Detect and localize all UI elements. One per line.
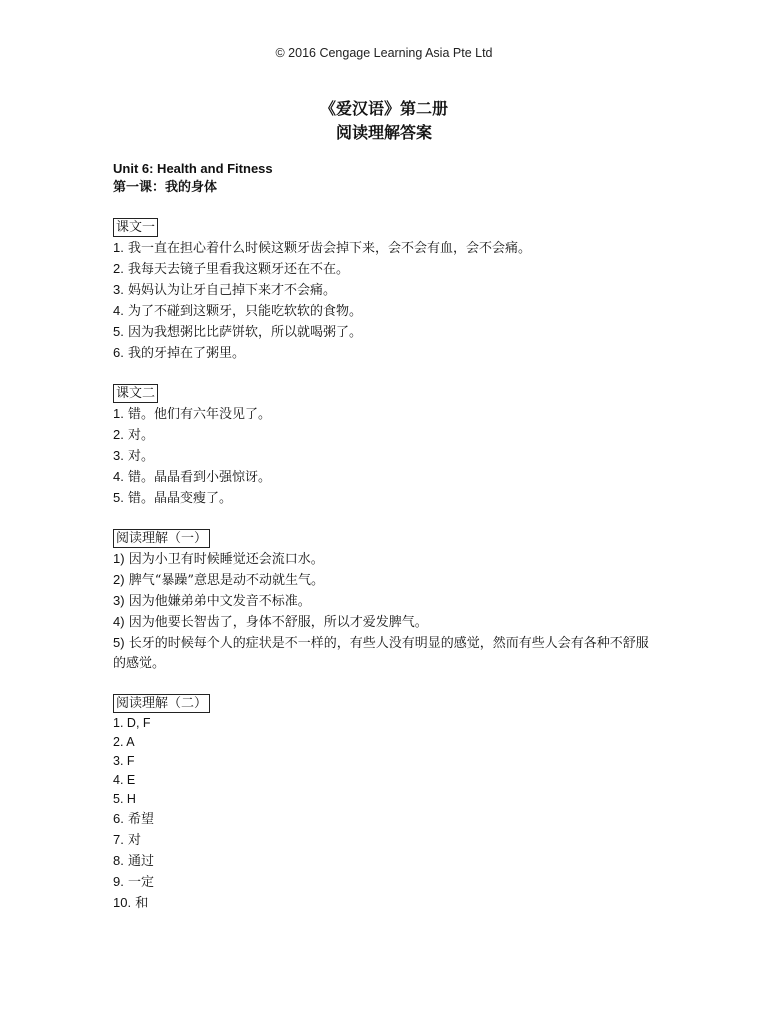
item-number: 3. <box>113 282 124 297</box>
answer-item <box>113 549 658 570</box>
item-number: 9. <box>113 874 124 889</box>
answer-item <box>113 259 658 280</box>
item-number: 4. <box>113 303 124 318</box>
item-text: 因为我想粥比比萨饼软，所以就喝粥了。 <box>127 325 362 340</box>
lesson-heading: 第一课：我的身体 <box>113 180 218 195</box>
item-text: 和 <box>135 896 149 911</box>
item-number: 2. <box>113 261 124 276</box>
item-text: 对。 <box>127 428 154 443</box>
answer-item <box>113 733 658 752</box>
answer-item <box>113 591 658 612</box>
section-label: 阅读理解（二） <box>113 694 210 713</box>
item-number: 5. <box>113 490 124 505</box>
answer-item <box>113 752 658 771</box>
answer-item <box>113 570 658 591</box>
item-text: 因为他嫌弟弟中文发音不标准。 <box>128 594 311 609</box>
answer-item <box>113 343 658 364</box>
item-number: 8. <box>113 853 124 868</box>
section-label: 阅读理解（一） <box>113 529 210 548</box>
answer-content <box>113 160 658 914</box>
item-text: 通过 <box>127 854 154 869</box>
item-number: 2. <box>113 735 124 749</box>
item-number: 1. <box>113 716 124 730</box>
copyright-notice: © 2016 Cengage Learning Asia Pte Ltd <box>275 46 493 60</box>
item-text: 错。晶晶看到小强惊讶。 <box>127 470 271 485</box>
answer-item <box>113 771 658 790</box>
item-number: 5. <box>113 792 124 806</box>
item-text: 为了不碰到这颗牙，只能吃软软的食物。 <box>127 304 362 319</box>
item-text: F <box>126 754 135 768</box>
answer-item <box>113 714 658 733</box>
item-number: 6. <box>113 811 124 826</box>
item-text: 希望 <box>127 812 154 827</box>
answer-item <box>113 612 658 633</box>
item-number: 2) <box>113 572 125 587</box>
item-number: 7. <box>113 832 124 847</box>
item-number: 3. <box>113 754 124 768</box>
document-title: 阅读理解答案 <box>335 123 432 142</box>
item-number: 1. <box>113 240 124 255</box>
item-text: 一定 <box>127 875 154 890</box>
item-text: 长牙的时候每个人的症状是不一样的，有些人没有明显的感觉，然而有些人会有各种不舒服的感觉。 <box>113 636 649 671</box>
answer-item <box>113 322 658 343</box>
item-text: 对。 <box>127 449 154 464</box>
answer-item <box>113 893 658 914</box>
item-number: 4. <box>113 469 124 484</box>
section-label: 课文一 <box>113 218 158 237</box>
item-number: 1) <box>113 551 125 566</box>
item-number: 2. <box>113 427 124 442</box>
answer-item <box>113 425 658 446</box>
item-text: 错。晶晶变瘦了。 <box>127 491 232 506</box>
item-number: 3) <box>113 593 125 608</box>
section-reading-two <box>113 692 658 914</box>
item-number: 4) <box>113 614 125 629</box>
answer-item <box>113 809 658 830</box>
item-text: 我一直在担心着什么时候这颗牙齿会掉下来，会不会有血，会不会痛。 <box>127 241 531 256</box>
item-text: 脾气“暴躁”意思是动不动就生气。 <box>128 573 324 588</box>
answer-item <box>113 872 658 893</box>
item-number: 5. <box>113 324 124 339</box>
item-text: H <box>126 792 136 806</box>
book-title: 《爱汉语》第二册 <box>319 99 448 118</box>
item-number: 4. <box>113 773 124 787</box>
answer-item <box>113 238 658 259</box>
item-text: 我的牙掉在了粥里。 <box>127 346 245 361</box>
item-text: A <box>126 735 135 749</box>
answer-item <box>113 790 658 809</box>
answer-item <box>113 280 658 301</box>
item-text: 错。他们有六年没见了。 <box>127 407 271 422</box>
item-text: 因为小卫有时候睡觉还会流口水。 <box>128 552 324 567</box>
section-text-one <box>113 216 658 364</box>
answer-item <box>113 467 658 488</box>
item-number: 10. <box>113 895 132 910</box>
answer-item <box>113 488 658 509</box>
item-text: 因为他要长智齿了，身体不舒服，所以才爱发脾气。 <box>128 615 428 630</box>
item-text: 妈妈认为让牙自己掉下来才不会痛。 <box>127 283 336 298</box>
answer-item <box>113 446 658 467</box>
section-label: 课文二 <box>113 384 158 403</box>
answer-item <box>113 830 658 851</box>
item-number: 3. <box>113 448 124 463</box>
section-reading-one <box>113 527 658 674</box>
item-number: 5) <box>113 635 125 650</box>
item-text: E <box>126 773 136 787</box>
unit-heading: Unit 6: Health and Fitness <box>113 161 273 176</box>
answer-item <box>113 633 658 674</box>
section-text-two <box>113 382 658 509</box>
item-text: 对 <box>127 833 141 848</box>
item-number: 6. <box>113 345 124 360</box>
answer-item <box>113 301 658 322</box>
answer-item <box>113 851 658 872</box>
item-text: 我每天去镜子里看我这颗牙还在不在。 <box>127 262 349 277</box>
item-number: 1. <box>113 406 124 421</box>
answer-item <box>113 404 658 425</box>
item-text: D, F <box>126 716 151 730</box>
